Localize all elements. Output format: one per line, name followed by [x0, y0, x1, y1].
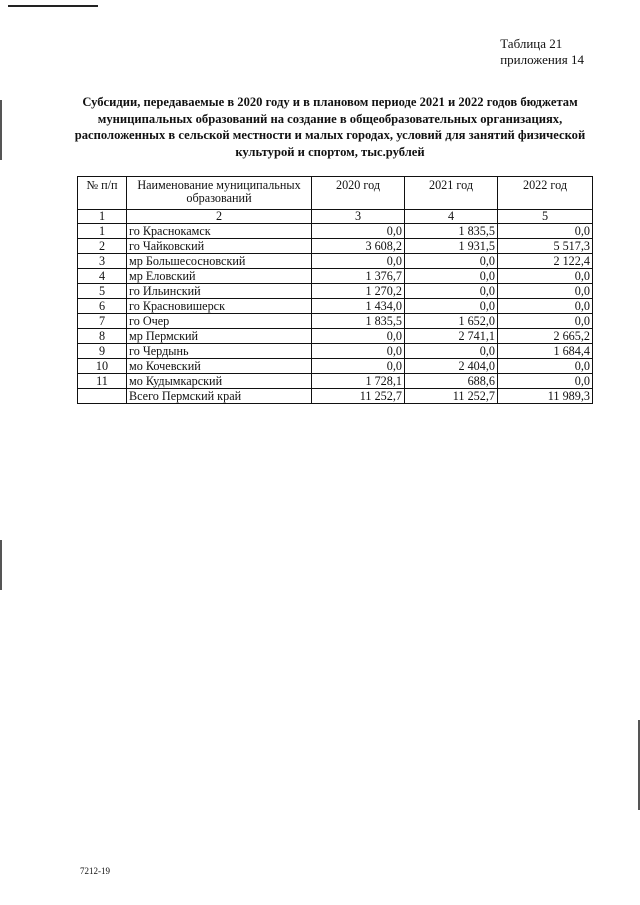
municipality-name: го Краснокамск [127, 224, 312, 239]
row-number: 4 [78, 269, 127, 284]
row-number: 3 [78, 254, 127, 269]
table-row [78, 239, 593, 254]
table-row [78, 284, 593, 299]
row-number: 1 [78, 224, 127, 239]
total-2020: 11 252,7 [312, 389, 405, 404]
municipality-name: го Красновишерск [127, 299, 312, 314]
column-number: 5 [498, 210, 593, 224]
municipality-name: го Очер [127, 314, 312, 329]
scan-edge-left [0, 540, 2, 590]
value-2022: 0,0 [498, 224, 593, 239]
document-title [60, 94, 600, 160]
subsidies-table [77, 176, 593, 404]
value-2022: 1 684,4 [498, 344, 593, 359]
table-row [78, 374, 593, 389]
title-line: Субсидии, передаваемые в 2020 году и в плановом периоде 2021 и 2022 годов бюджетам [82, 95, 578, 109]
row-number: 8 [78, 329, 127, 344]
table-label: Таблица 21 [500, 36, 563, 51]
title-line: муниципальных образований на создание в общеобразовательных организациях, [97, 111, 563, 126]
municipality-name: мр Еловский [127, 269, 312, 284]
total-2021: 11 252,7 [405, 389, 498, 404]
value-2020: 0,0 [312, 254, 405, 269]
value-2022: 5 517,3 [498, 239, 593, 254]
value-2021: 0,0 [405, 269, 498, 284]
scan-edge-left [0, 100, 2, 160]
table-header-row [78, 177, 593, 210]
row-number: 6 [78, 299, 127, 314]
header-num: № п/п [78, 177, 127, 210]
value-2022: 0,0 [498, 374, 593, 389]
value-2022: 0,0 [498, 269, 593, 284]
document-code: 7212-19 [80, 866, 110, 876]
row-number: 9 [78, 344, 127, 359]
municipality-name: го Чайковский [127, 239, 312, 254]
value-2020: 1 376,7 [312, 269, 405, 284]
value-2022: 2 665,2 [498, 329, 593, 344]
title-line: культурой и спортом, тыс.рублей [235, 144, 425, 159]
column-number-row [78, 210, 593, 224]
value-2020: 1 835,5 [312, 314, 405, 329]
corner-reference [500, 36, 584, 68]
row-number: 11 [78, 374, 127, 389]
value-2021: 2 741,1 [405, 329, 498, 344]
value-2021: 1 652,0 [405, 314, 498, 329]
value-2020: 0,0 [312, 329, 405, 344]
column-number: 4 [405, 210, 498, 224]
scan-artifact-top [8, 5, 98, 7]
value-2021: 688,6 [405, 374, 498, 389]
row-number: 5 [78, 284, 127, 299]
column-number: 2 [127, 210, 312, 224]
table-row [78, 344, 593, 359]
table-row [78, 224, 593, 239]
row-number: 10 [78, 359, 127, 374]
value-2021: 1 835,5 [405, 224, 498, 239]
column-number: 3 [312, 210, 405, 224]
value-2021: 1 931,5 [405, 239, 498, 254]
header-2021: 2021 год [405, 177, 498, 210]
table-row [78, 314, 593, 329]
value-2021: 0,0 [405, 254, 498, 269]
total-row [78, 389, 593, 404]
value-2020: 0,0 [312, 224, 405, 239]
appendix-label: приложения 14 [500, 52, 584, 67]
value-2020: 1 270,2 [312, 284, 405, 299]
value-2022: 0,0 [498, 299, 593, 314]
value-2021: 2 404,0 [405, 359, 498, 374]
row-number: 7 [78, 314, 127, 329]
column-number: 1 [78, 210, 127, 224]
total-empty [78, 389, 127, 404]
total-label: Всего Пермский край [127, 389, 312, 404]
value-2020: 0,0 [312, 344, 405, 359]
municipality-name: го Чердынь [127, 344, 312, 359]
table-row [78, 329, 593, 344]
municipality-name: го Ильинский [127, 284, 312, 299]
municipality-name: мр Пермский [127, 329, 312, 344]
value-2020: 1 728,1 [312, 374, 405, 389]
value-2022: 0,0 [498, 314, 593, 329]
value-2021: 0,0 [405, 284, 498, 299]
municipality-name: мо Кочевский [127, 359, 312, 374]
total-2022: 11 989,3 [498, 389, 593, 404]
value-2022: 0,0 [498, 359, 593, 374]
value-2021: 0,0 [405, 344, 498, 359]
table-row [78, 269, 593, 284]
value-2020: 1 434,0 [312, 299, 405, 314]
value-2022: 2 122,4 [498, 254, 593, 269]
title-line: расположенных в сельской местности и малых городах, условий для занятий физической [74, 128, 586, 142]
row-number: 2 [78, 239, 127, 254]
value-2021: 0,0 [405, 299, 498, 314]
table-row [78, 254, 593, 269]
municipality-name: мр Большесосновский [127, 254, 312, 269]
table-row [78, 299, 593, 314]
municipality-name: мо Кудымкарский [127, 374, 312, 389]
header-name: Наименование муниципальных образований [127, 177, 312, 210]
header-2020: 2020 год [312, 177, 405, 210]
table-row [78, 359, 593, 374]
value-2022: 0,0 [498, 284, 593, 299]
value-2020: 0,0 [312, 359, 405, 374]
value-2020: 3 608,2 [312, 239, 405, 254]
header-2022: 2022 год [498, 177, 593, 210]
